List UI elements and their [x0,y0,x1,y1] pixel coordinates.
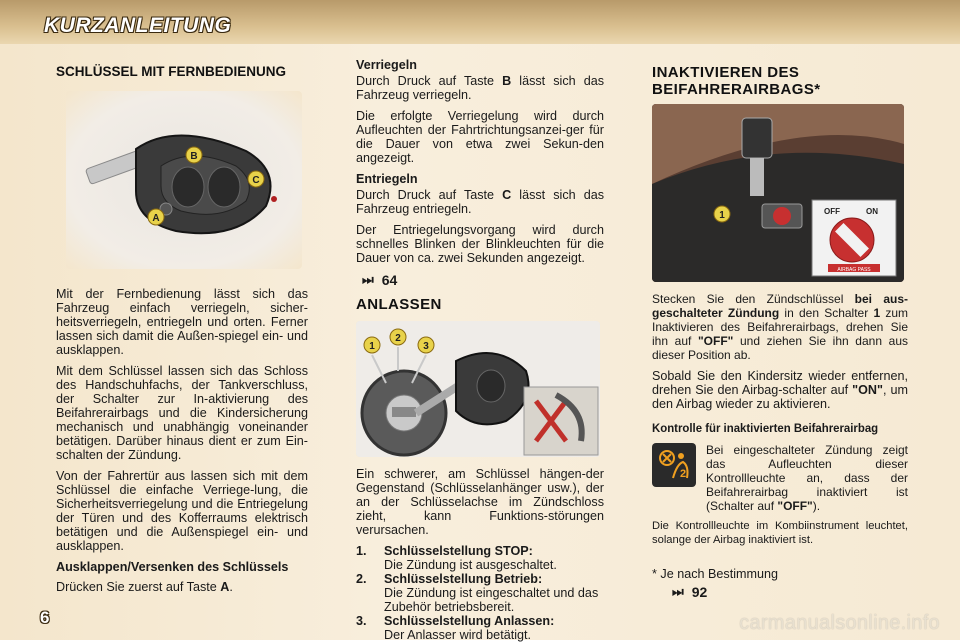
page-reference-92[interactable]: ⏭ 92 [672,584,708,600]
airbag-pass-label: AIRBAG PASS [837,267,871,273]
key-label-a: A [152,213,160,224]
ignition-steps-list [356,544,604,642]
watermark: carmanualsonline.info [739,612,940,634]
ignition-illustration [356,321,600,457]
switch-on-label: ON [866,207,878,216]
key-image [66,91,302,269]
page-reference-64[interactable]: ⏭ 64 [362,272,398,288]
control-paragraph-2: Die Kontrollleuchte im Kombiinstrument leuchtet, solange der Airbag inaktiviert ist. [652,520,908,546]
unlock-paragraph-1: Durch Druck auf Taste C lässt sich das Fahrzeug entriegeln. [356,188,604,216]
footnote: * Je nach Bestimmung [652,567,778,581]
fast-forward-icon: ⏭ [362,272,374,287]
lock-title: Verriegeln [356,58,417,72]
airbag-switch-illustration [652,104,904,282]
lock-paragraph-1: Durch Druck auf Taste B lässt sich das Fahrzeug verriegeln. [356,74,604,102]
ignition-image [356,321,600,457]
ignition-label-1: 1 [369,341,375,352]
svg-text:2: 2 [680,468,687,480]
airbag-paragraph-1: Stecken Sie den Zündschlüssel bei aus-geschalteter Zündung in den Schalter 1 zum Inaktivieren des Beifahrerairbags, drehen Sie ihn auf "OFF" und ziehen Sie ihn dann aus dieser Position ab. [652,292,909,362]
key-label-c: C [252,175,260,186]
remote-paragraph-1: Mit der Fernbedienung lässt sich das Fahrzeug einfach verriegeln, sicher-heitsverriegeln, entriegeln und orten. Ferner lassen sich damit die Außen-spiegel ein- und ausklappen. [56,287,308,357]
remote-paragraph-2: Mit dem Schlüssel lassen sich das Schloss des Handschuhfachs, der Tankverschluss, der Schalter zur In-aktivierung des Beifahrerairbags und die Kindersicherung mechanisch und unabhängig voneinander betätigen. Darüber hinaus dient er zum Ein-schalten der Zündung. [56,364,308,462]
airbag-section-title: INAKTIVIEREN DES BEIFAHRERAIRBAGS* [652,64,821,98]
ignition-step: 2. Schlüsselstellung Betrieb: Die Zündung ist eingeschaltet und das Zubehör betriebsbereit. [356,572,599,614]
start-paragraph-1: Ein schwerer, am Schlüssel hängen-der Gegenstand (Schlüsselanhänger usw.), der an der Schlüsselachse im Zündschloss zieht, kann Funktions-störungen verursachen. [356,467,604,537]
page-number: 6 [40,608,50,627]
airbag-warning-lamp [652,443,696,487]
airbag-off-warning-icon [655,446,693,484]
unlock-title: Entriegeln [356,172,418,186]
section-title-key: SCHLÜSSEL MIT FERNBEDIENUNG [56,64,287,79]
unlock-paragraph-2: Der Entriegelungsvorgang wird durch schnelles Blinken der Blinkleuchten für die Dauer von ca. zwei Sekunden angezeigt. [356,223,604,265]
ignition-step: 3. Schlüsselstellung Anlassen: Der Anlasser wird betätigt. [356,614,555,642]
page-title: KURZANLEITUNG [44,14,232,37]
ignition-label-3: 3 [423,341,429,352]
start-title: ANLASSEN [356,296,442,313]
remote-key-illustration [66,91,302,269]
control-paragraph: Bei eingeschalteter Zündung zeigt das Aufleuchten dieser Kontrollleuchte an, dass der Beifahrerairbag inaktiviert ist (Schalter auf "OFF"). [706,443,908,513]
ignition-step: 1. Schlüsselstellung STOP: Die Zündung ist ausgeschaltet. [356,544,557,572]
lock-paragraph-2: Die erfolgte Verriegelung wird durch Aufleuchten der Fahrtrichtungsanzei-ger für die Dauer von etwa zwei Sekun-den angezeigt. [356,109,604,165]
fast-forward-icon: ⏭ [672,584,684,599]
ignition-label-2: 2 [395,333,401,344]
remote-paragraph-3: Von der Fahrertür aus lassen sich mit dem Schlüssel die einfache Verriege-lung, die Sicherheitsverriegelung und die Entriegelung der Türen und des Kofferraums elektrisch betätigen und die Außenspiegel ein- und ausklappen. [56,469,308,553]
fold-key-paragraph: Drücken Sie zuerst auf Taste A. [56,580,233,594]
key-label-b: B [190,151,198,162]
column-lock-start [356,58,604,642]
airbag-image [652,104,904,282]
subtitle-fold-key: Ausklappen/Versenken des Schlüssels [56,560,289,574]
column-airbag [652,58,908,600]
airbag-paragraph-2: Sobald Sie den Kindersitz wieder entfernen, drehen Sie den Airbag-schalter auf "ON", um den Airbag wieder zu aktivieren. [652,369,908,411]
switch-off-label: OFF [824,207,840,216]
column-remote-key [56,58,308,601]
airbag-label-1: 1 [719,210,725,221]
control-title: Kontrolle für inaktivierten Beifahrerairbag [652,421,879,435]
